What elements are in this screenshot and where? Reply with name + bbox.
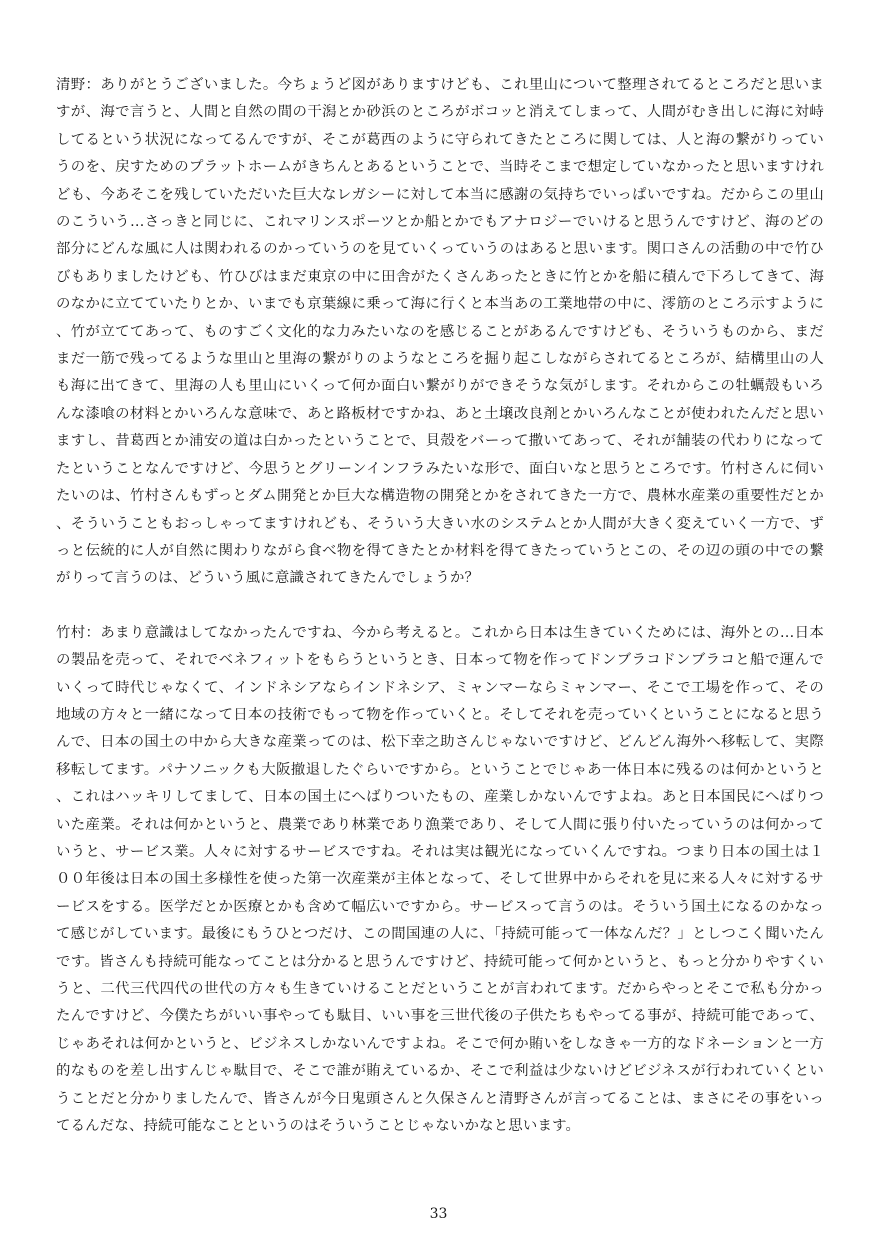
paragraph-seino: 清野：ありがとうございました。今ちょうど図がありますけども、これ里山について整理されてるところだと思いますが、海で言うと、人間と自然の間の干潟とか砂浜のところがボコッと消えてしまって、人間がむき出しに海に対峙してるという状況になってるんですが、そこが葛西のように守られてきたところに関しては、人と海の繋がりっていうのを、戻すためのプラットホームがきちんとあるということで、当時そこまで想定していなかったと思いますけれども、今あそこを残していただいた巨大なレガシーに対して本当に感謝の気持ちでいっぱいですね。だからこの里山のこういう…さっきと同じに、これマリンスポーツとか船とかでもアナロジーでいけると思うんですけど、海のどの部分にどんな風に人は関われるのかっていうのを見ていくっていうのはあると思います。関口さんの活動の中で竹ひびもありましたけども、竹ひびはまだ東京の中に田舎がたくさんあったときに竹とかを船に積んで下ろしてきて、海のなかに立てていたりとか、いまでも京葉線に乗って海に行くと本当あの工業地帯の中に、澪筋のところ示すように、竹が立ててあって、ものすごく文化的な力みたいなのを感じることがあるんですけども、そういうものから、まだまだ一筋で残ってるような里山と里海の繋がりのようなところを掘り起こしながらされてるところが、結構里山の人も海に出てきて、里海の人も里山にいくって何か面白い繋がりができそうな気がします。それからこの牡蠣殻もいろんな漆喰の材料とかいろんな意味で、あと路板材ですかね、あと土壌改良剤とかいろんなことが使われたんだと思いますし、昔葛西とか浦安の道は白かったということで、貝殻をバーって撒いてあって、それが舗装の代わりになってたということなんですけど、今思うとグリーンインフラみたいな形で、面白いなと思うところです。竹村さんに伺いたいのは、竹村さんもずっとダム開発とか巨大な構造物の開発とかをされてきた一方で、農林水産業の重要性だとか、そういうこともおっしゃってますけれども、そういう大きい水のシステムとか人間が大きく変えていく一方で、ずっと伝統的に人が自然に関わりながら食べ物を得てきたとか材料を得てきたっていうとこの、その辺の頭の中での繋がりって言うのは、どういう風に意識されてきたんでしょうか？ (56, 77, 824, 587)
paragraph-takemura: 竹村：あまり意識はしてなかったんですね、今から考えると。これから日本は生きていくためには、海外との…日本の製品を売って、それでベネフィットをもらうというとき、日本って物を作ってドンブラコドンブラコと船で運んでいくって時代じゃなくて、インドネシアならインドネシア、ミャンマーならミャンマー、そこで工場を作って、その地域の方々と一緒になって日本の技術でもって物を作っていくと。そしてそれを売っていくということになると思うんで、日本の国土の中から大きな産業ってのは、松下幸之助さんじゃないですけど、どんどん海外へ移転して、実際移転してます。パナソニックも大阪撤退したぐらいですから。ということでじゃあ一体日本に残るのは何かというと、これはハッキリしてまして、日本の国土にへばりついたもの、産業しかないんですよね。あと日本国民にへばりついた産業。それは何かというと、農業であり林業であり漁業であり、そして人間に張り付いたっていうのは何かっていうと、サービス業。人々に対するサービスですね。それは実は観光になっていくんですね。つまり日本の国土は１００年後は日本の国土多様性を使った第一次産業が主体となって、そして世界中からそれを見に来る人々に対するサービスをする。医学だとか医療とかも含めて幅広いですから。サービスって言うのは。そういう国土になるのかなって感じがしています。最後にもうひとつだけ、この間国連の人に、「持続可能って一体なんだ？」としつこく聞いたんです。皆さんも持続可能なってことは分かると思うんですけど、持続可能って何かというと、もっと分かりやすくいうと、二代三代四代の世代の方々も生きていけることだということが言われてます。だからやっとそこで私も分かったんですけど、今僕たちがいい事やっても駄目、いい事を三世代後の子供たちもやってる事が、持続可能であって、じゃあそれは何かというと、ビジネスしかないんですよね。そこで何か賄いをしなきゃ一方的なドネーションと一方的なものを差し出すんじゃ駄目で、そこで誰が賄えているか、そこで利益は少ないけどビジネスが行われていくということだと分かりましたんで、皆さんが今日鬼頭さんと久保さんと清野さんが言ってることは、まさにその事をいってるんだな、持続可能なことというのはそういうことじゃないかなと思います。 (56, 624, 824, 1135)
document-body (56, 72, 824, 1140)
page-number: 33 (429, 1206, 448, 1222)
